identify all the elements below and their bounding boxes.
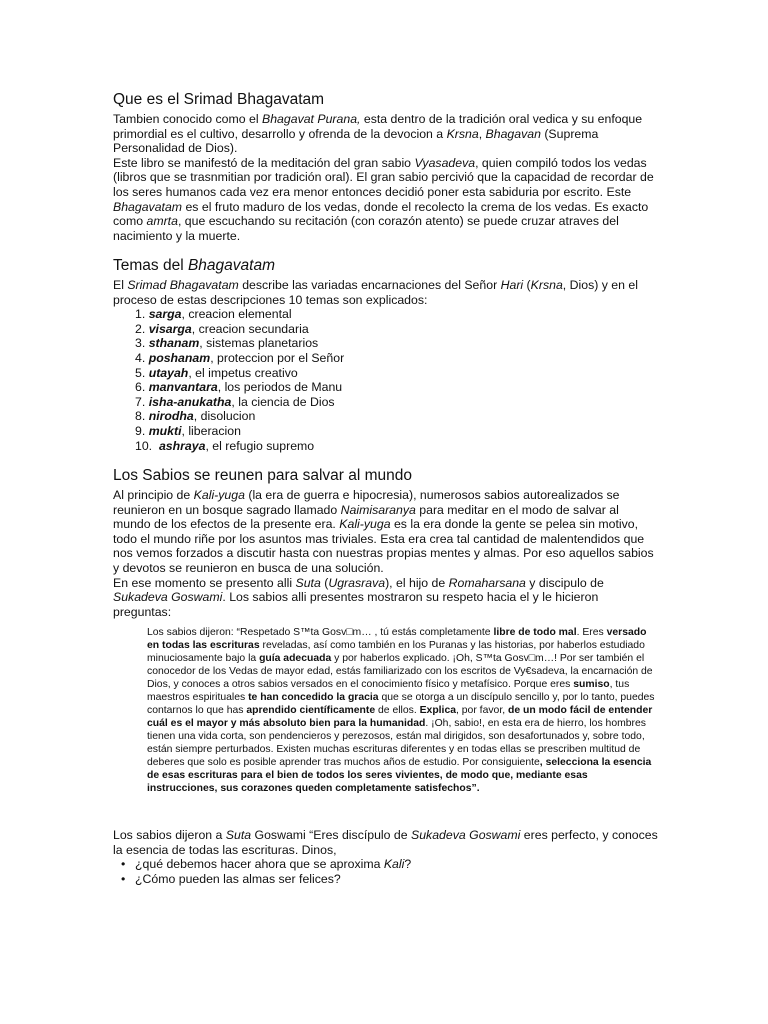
bold-text: aprendido científicamente xyxy=(246,705,376,716)
theme-number: 7. xyxy=(135,394,149,409)
theme-term: isha-anukatha xyxy=(148,394,232,409)
text: que se otorga a un discípulo sencillo y, por lo tanto, puedes contarnos lo que has xyxy=(147,692,655,716)
text: Al principio de xyxy=(113,488,194,502)
paragraph xyxy=(113,488,658,576)
italic-text: amrta xyxy=(146,214,178,229)
text: Temas del xyxy=(113,257,188,274)
text: . Eres xyxy=(576,627,607,638)
paragraph xyxy=(113,576,658,620)
theme-description: , creacion secundaria xyxy=(191,321,309,336)
theme-description: , el impetus creativo xyxy=(188,365,298,380)
text: . ¡Oh, sabio!, en esta era de hierro, los hombres tienen una vida corta, son pendencieros y perezosos, están mal dirigidos, son desafortunados y, sobre todo, están siempre perturbados. Existen muchas escrituras diferentes y en todas ellas se prescriben multitud de deberes que solo es posible aprender tras muchos años de estudio. Por consiguiente xyxy=(147,718,646,768)
theme-number: 10. xyxy=(135,438,159,453)
theme-item xyxy=(135,424,658,439)
italic-text: Suta xyxy=(225,828,252,842)
text: eres perfecto, y conoces la esencia de todas las escrituras. Dinos, xyxy=(113,828,658,857)
text: Goswami “Eres discípulo de xyxy=(251,828,412,842)
bold-text: versado en todas las escrituras xyxy=(147,627,647,651)
text: y discipulo de xyxy=(525,575,604,590)
italic-text: Kali-yuga xyxy=(193,488,245,502)
theme-number: 6. xyxy=(135,380,149,395)
bold-text: de un modo fácil de entender cuál es el mayor y más absoluto bien para la humanidad xyxy=(147,705,653,729)
text: ), el hijo de xyxy=(385,575,449,590)
theme-item xyxy=(135,409,658,424)
theme-description: , la ciencia de Dios xyxy=(231,394,335,409)
text: El xyxy=(113,278,128,292)
theme-term: nirodha xyxy=(148,409,194,424)
text: , por favor, xyxy=(456,705,508,716)
text: reveladas, así como también en los Puranas y las historias, por haberlos estudiado minuciosamente bajo la xyxy=(147,640,645,664)
italic-text: Kali-yuga xyxy=(339,517,391,532)
italic-text: Kali xyxy=(383,857,405,872)
italic-text: Krsna xyxy=(530,278,563,292)
theme-number: 8. xyxy=(135,409,149,424)
theme-number: 1. xyxy=(135,307,149,322)
theme-item xyxy=(135,336,658,351)
bold-text: , selecciona la esencia de esas escrituras para el bien de todos los seres vivientes, de modo que, mediante esas instrucciones, sus corazones queden completamente satisfechos”. xyxy=(147,757,652,794)
theme-item xyxy=(135,439,658,454)
theme-term: sthanam xyxy=(148,336,200,351)
italic-text: Naimisaranya xyxy=(340,502,416,517)
text: de ellos. xyxy=(375,705,420,716)
text: Tambien conocido como el xyxy=(113,112,263,126)
quote-block xyxy=(147,626,657,795)
theme-number: 5. xyxy=(135,365,149,380)
theme-term: mukti xyxy=(148,423,182,438)
text: ¿qué debemos hacer ahora que se aproxima xyxy=(135,857,384,872)
italic-text: Ugrasrava xyxy=(328,575,386,590)
question-item xyxy=(135,872,658,887)
text: esta dentro de la tradición oral vedica y su enfoque primordial es el cultivo, desarrollo y ofrenda de la devocion a xyxy=(113,112,643,141)
section-temas xyxy=(113,256,658,453)
questions-list xyxy=(113,857,658,886)
paragraph xyxy=(113,112,658,156)
theme-description: , liberacion xyxy=(181,423,241,438)
bold-text: sumiso xyxy=(573,679,610,690)
italic-text: Srimad Bhagavatam xyxy=(127,278,239,292)
text: Este libro se manifestó de la meditación del gran sabio xyxy=(113,155,415,170)
text: para meditar en el modo de salvar al mundo de los efectos de la presente era. xyxy=(113,502,619,532)
italic-text: Bhagavat Purana, xyxy=(262,112,361,126)
text: y por haberlos explicado. ¡Oh, S™ta Gosv□m…! Por ser también el conocedor de los Vedas de mayor edad, estás familiarizado con los escritos de Vy€sadeva, la encarnación de Dios, y conoces a otros sabios versados en el conocimiento físico y metafísico. Porque eres xyxy=(147,653,653,690)
bold-text: libre de todo mal xyxy=(493,627,577,638)
text: (la era de guerra e hipocresia), numerosos sabios autorealizados se reunieron en un bosque sagrado llamado xyxy=(113,488,620,517)
italic-text: Suta xyxy=(295,575,321,590)
theme-item xyxy=(135,307,658,322)
theme-number: 3. xyxy=(135,336,149,351)
text: ( xyxy=(320,575,329,590)
theme-item xyxy=(135,351,658,366)
text: , Dios) y en el proceso de estas descripciones 10 temas son explicados: xyxy=(113,278,638,307)
theme-term: utayah xyxy=(148,365,189,380)
theme-description: , creacion elemental xyxy=(181,307,292,322)
section-title: Que es el Srimad Bhagavatam xyxy=(113,91,325,108)
bold-text: guía adecuada xyxy=(259,653,332,664)
section-sabios xyxy=(113,466,658,619)
section-sabios-cont xyxy=(113,828,658,886)
text: es la era donde la gente se pelea sin motivo, todo el mundo riñe por los asuntos mas triviales. Esta era crea tal cantidad de malentendidos que nos vemos forzados a discutir hasta con nuestras propias mentes y almas. Por eso aquellos sabios y devotos se reunieron en busca de una solución. xyxy=(113,517,654,575)
section-srimad-bhagavatam xyxy=(113,90,658,243)
theme-description: , proteccion por el Señor xyxy=(210,350,345,365)
theme-term: visarga xyxy=(148,321,192,336)
italic-text: Romaharsana xyxy=(448,575,526,590)
italic-text: Bhagavatam xyxy=(187,257,275,274)
theme-item xyxy=(135,322,658,337)
italic-text: Bhagavatam xyxy=(113,199,183,214)
theme-number: 2. xyxy=(135,321,149,336)
italic-text: Bhagavan xyxy=(485,126,541,141)
themes-list xyxy=(113,307,658,453)
text: ¿Cómo pueden las almas ser felices? xyxy=(135,871,341,886)
theme-term: poshanam xyxy=(148,350,211,365)
text: es el fruto maduro de los vedas, donde el recolecto la crema de los vedas. Es exacto como xyxy=(113,199,649,229)
italic-text: Krsna xyxy=(446,126,479,141)
theme-number: 9. xyxy=(135,423,149,438)
paragraph xyxy=(113,156,658,244)
italic-text: Hari xyxy=(500,278,524,292)
text: , tus maestros espirituales xyxy=(147,679,630,703)
theme-item xyxy=(135,366,658,381)
theme-term: manvantara xyxy=(148,380,218,395)
paragraph xyxy=(113,278,658,307)
theme-term: ashraya xyxy=(158,438,206,453)
theme-description: , los periodos de Manu xyxy=(217,380,343,395)
section-title: Los Sabios se reunen para salvar al mundo xyxy=(113,467,412,484)
italic-text: Sukadeva Goswami xyxy=(411,828,521,842)
section-title xyxy=(113,256,658,276)
italic-text: Vyasadeva xyxy=(414,155,476,170)
text: , que escuchando su recitación (con corazón atento) se puede cruzar atraves del nacimiento y la muerte. xyxy=(113,214,619,243)
text: Los sabios dijeron a xyxy=(113,828,226,842)
text: En ese momento se presento alli xyxy=(113,575,296,590)
italic-text: Sukadeva Goswami xyxy=(113,590,223,605)
theme-term: sarga xyxy=(148,307,182,322)
text: describe las variadas encarnaciones del Señor xyxy=(238,278,501,292)
paragraph xyxy=(113,828,658,857)
theme-item xyxy=(135,395,658,410)
text: , quien compiló todos los vedas (libros que se trasnmitian por tradición oral). El gran sabio percivió que la capacidad de recordar de los seres humanos cada vez era menor entonces decidió poner esta sabiduria por escrito. Este xyxy=(113,155,654,199)
text: (Suprema Personalidad de Dios). xyxy=(113,126,599,156)
question-item xyxy=(135,857,658,872)
theme-number: 4. xyxy=(135,350,149,365)
text: . Los sabios alli presentes mostraron su respeto hacia el y le hicieron preguntas: xyxy=(113,590,599,619)
text: ( xyxy=(523,278,531,292)
theme-description: , sistemas planetarios xyxy=(199,336,319,351)
theme-description: , disolucion xyxy=(193,409,256,424)
bold-text: te han concedido la gracia xyxy=(248,692,379,703)
text: , xyxy=(478,126,486,141)
text: ? xyxy=(404,857,412,872)
theme-description: , el refugio supremo xyxy=(205,438,315,453)
theme-item xyxy=(135,380,658,395)
bold-text: Explica xyxy=(419,705,456,716)
text: Los sabios dijeron: “Respetado S™ta Gosv□m… , tú estás completamente xyxy=(147,627,494,638)
